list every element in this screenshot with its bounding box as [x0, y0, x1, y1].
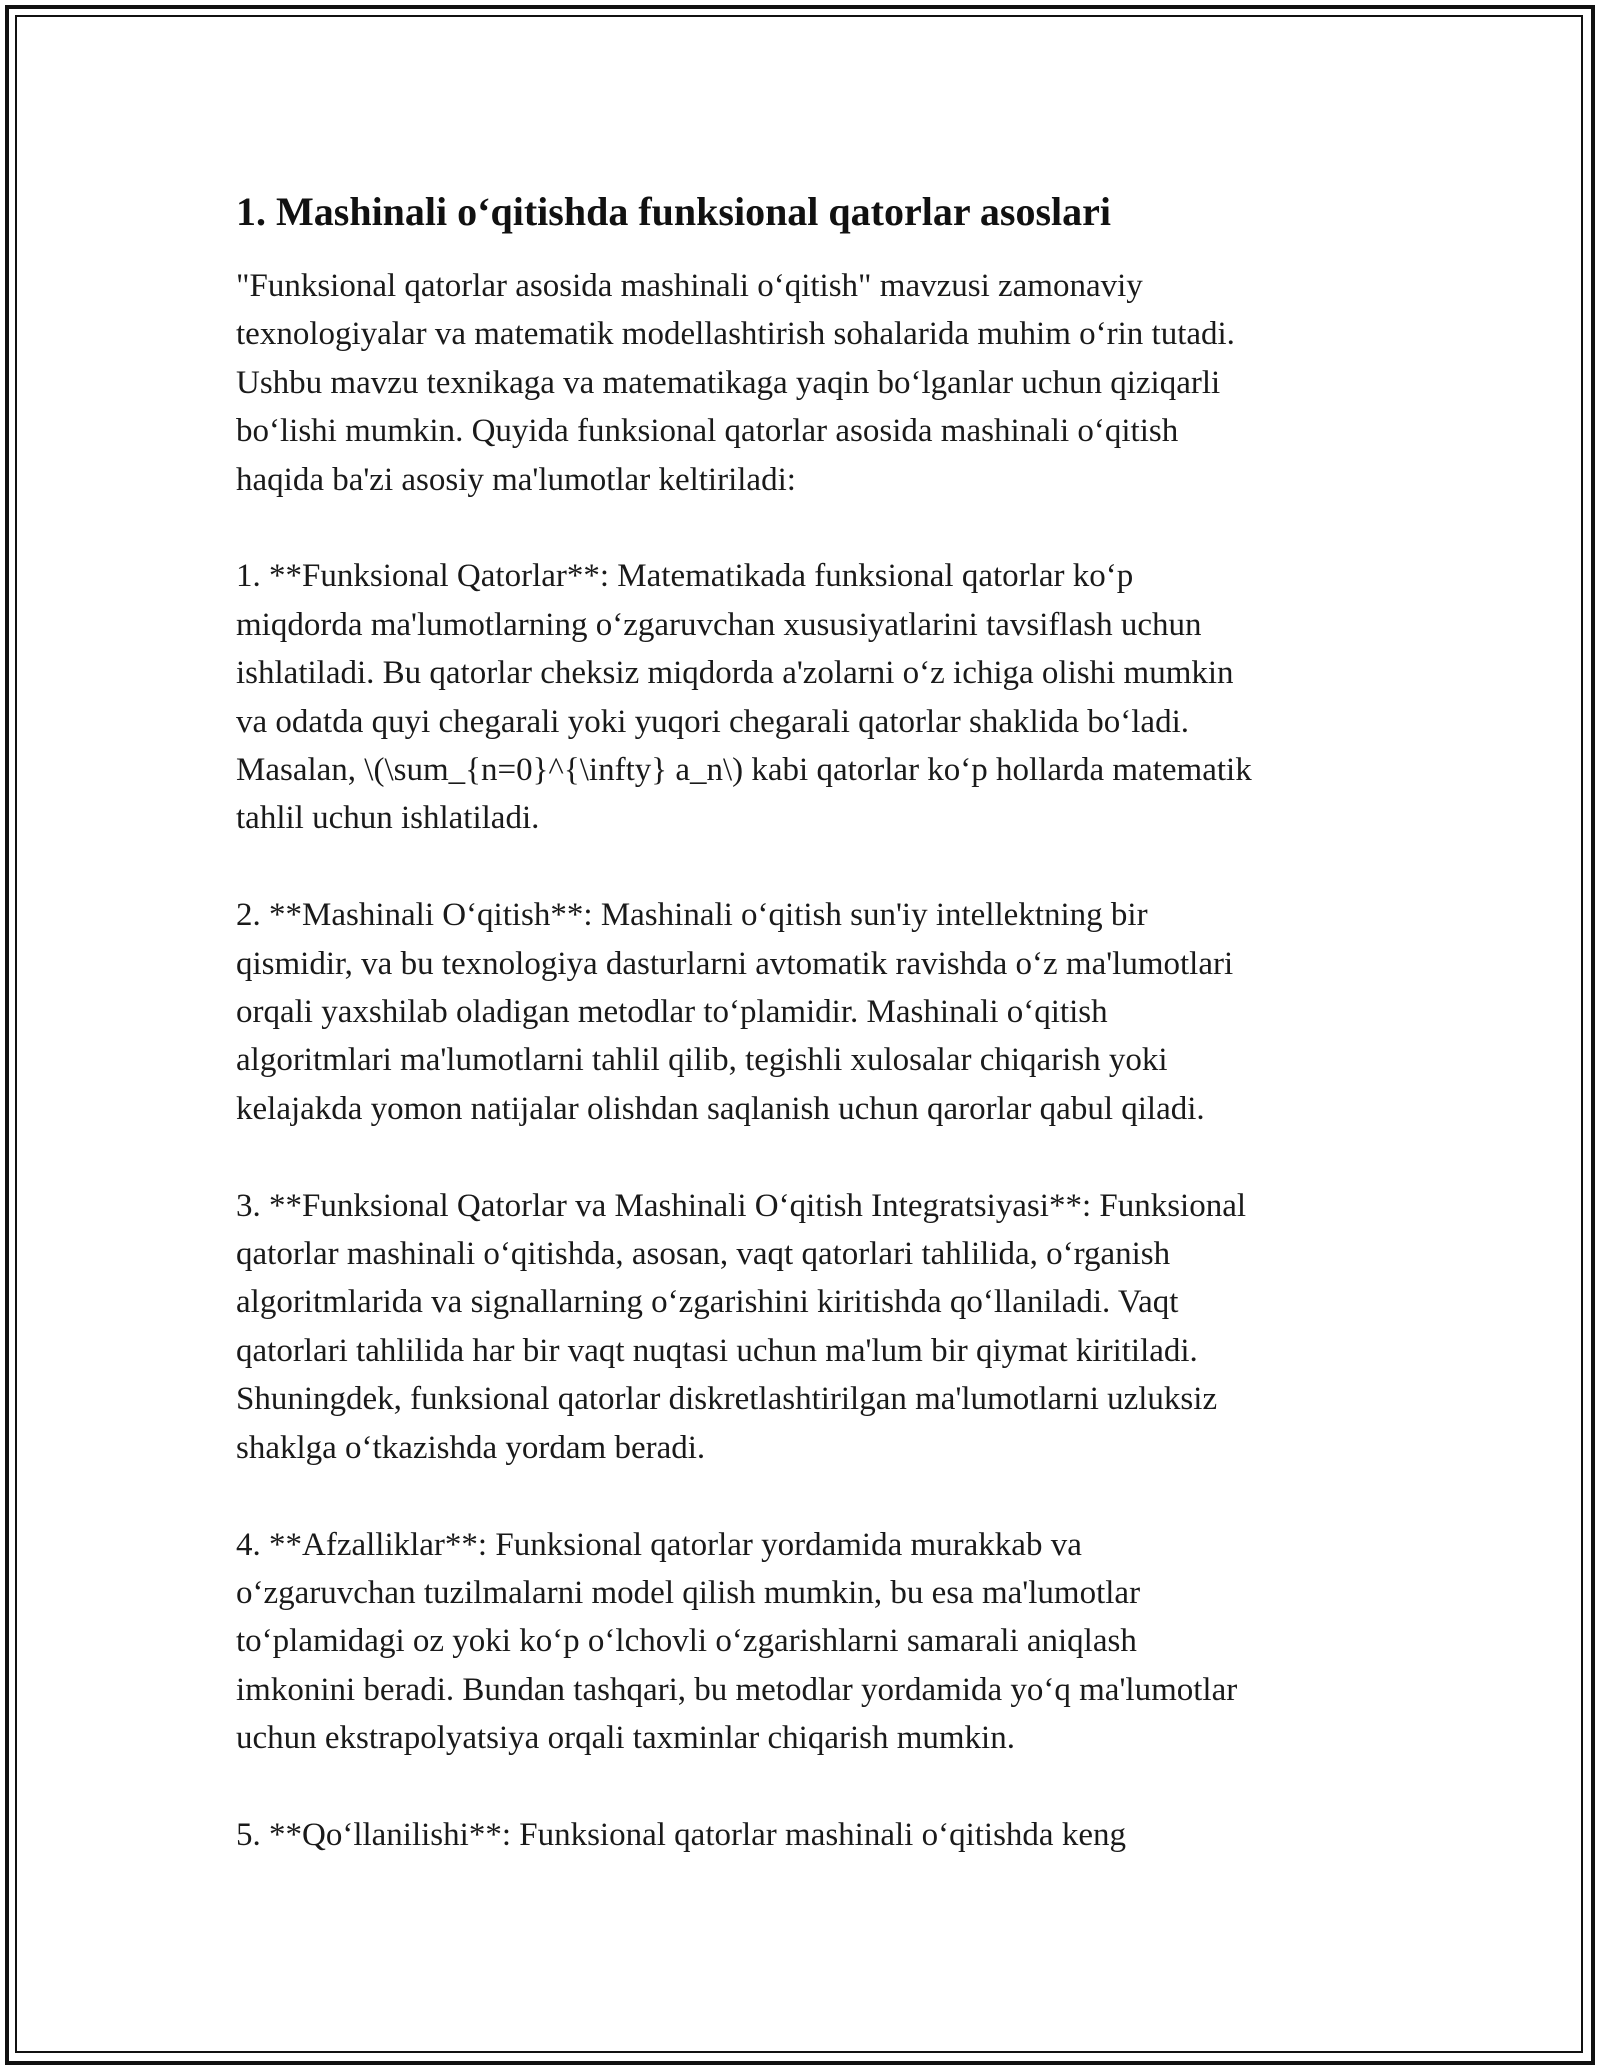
list-item-advantages: 4. **Afzalliklar**: Funksional qatorlar yordamida murakkab va o‘zgaruvchan tuzilmalarni model qilish mumkin, bu esa ma'lumotlar to‘plamidagi oz yoki ko‘p o‘lchovli o‘zgarishlarni samarali aniqlash imkonini beradi. Bundan tashqari, bu metodlar yordamida yo‘q ma'lumotlar uchun ekstrapolyatsiya orqali taxminlar chiqarish mumkin. — [236, 1526, 1238, 1757]
list-item-machine-learning: 2. **Mashinali O‘qitish**: Mashinali o‘qitish sun'iy intellektning bir qismidir, va bu texnologiya dasturlarni avtomatik ravishda o‘z ma'lumotlari orqali yaxshilab oladigan metodlar to‘plamidir. Mashinali o‘qitish algoritmlari ma'lumotlarni tahlil qilib, tegishli xulosalar chiqarish yoki kelajakda yomon natijalar olishdan saqlanish uchun qarorlar qabul qiladi. — [236, 897, 1234, 1127]
list-item-functional-series: 1. **Funksional Qatorlar**: Matematikada funksional qatorlar ko‘p miqdorda ma'lumotlarning o‘zgaruvchan xususiyatlarini tavsiflash uchun ishlatiladi. Bu qatorlar cheksiz miqdorda a'zolarni o‘z ichiga olishi mumkin va odatda quyi chegarali yoki yuqori chegarali qatorlar shaklida bo‘ladi. Masalan, \(\sum_{n=0}^{\infty} a_n\) kabi qatorlar ko‘p hollarda matematik tahlil uchun ishlatiladi. — [236, 558, 1252, 837]
section-heading: 1. Mashinali o‘qitishda funksional qatorlar asoslari — [236, 189, 1111, 234]
list-item-applications: 5. **Qo‘llanilishi**: Funksional qatorlar mashinali o‘qitishda keng — [236, 1816, 1126, 1853]
intro-paragraph: "Funksional qatorlar asosida mashinali o‘qitish" mavzusi zamonaviy texnologiyalar va matematik modellashtirish sohalarida muhim o‘rin tutadi. Ushbu mavzu texnikaga va matematikaga yaqin bo‘lganlar uchun qiziqarli bo‘lishi mumkin. Quyida funksional qatorlar asosida mashinali o‘qitish haqida ba'zi asosiy ma'lumotlar keltiriladi: — [236, 268, 1235, 498]
list-item-integration: 3. **Funksional Qatorlar va Mashinali O‘qitish Integratsiyasi**: Funksional qatorlar mashinali o‘qitishda, asosan, vaqt qatorlari tahlilida, o‘rganish algoritmlarida va signallarning o‘zgarishini kiritishda qo‘llaniladi. Vaqt qatorlari tahlilida har bir vaqt nuqtasi uchun ma'lum bir qiymat kiritiladi. Shuningdek, funksional qatorlar diskretlashtirilgan ma'lumotlarni uzluksiz shaklga o‘tkazishda yordam beradi. — [236, 1187, 1247, 1466]
document-page — [236, 180, 1376, 1859]
